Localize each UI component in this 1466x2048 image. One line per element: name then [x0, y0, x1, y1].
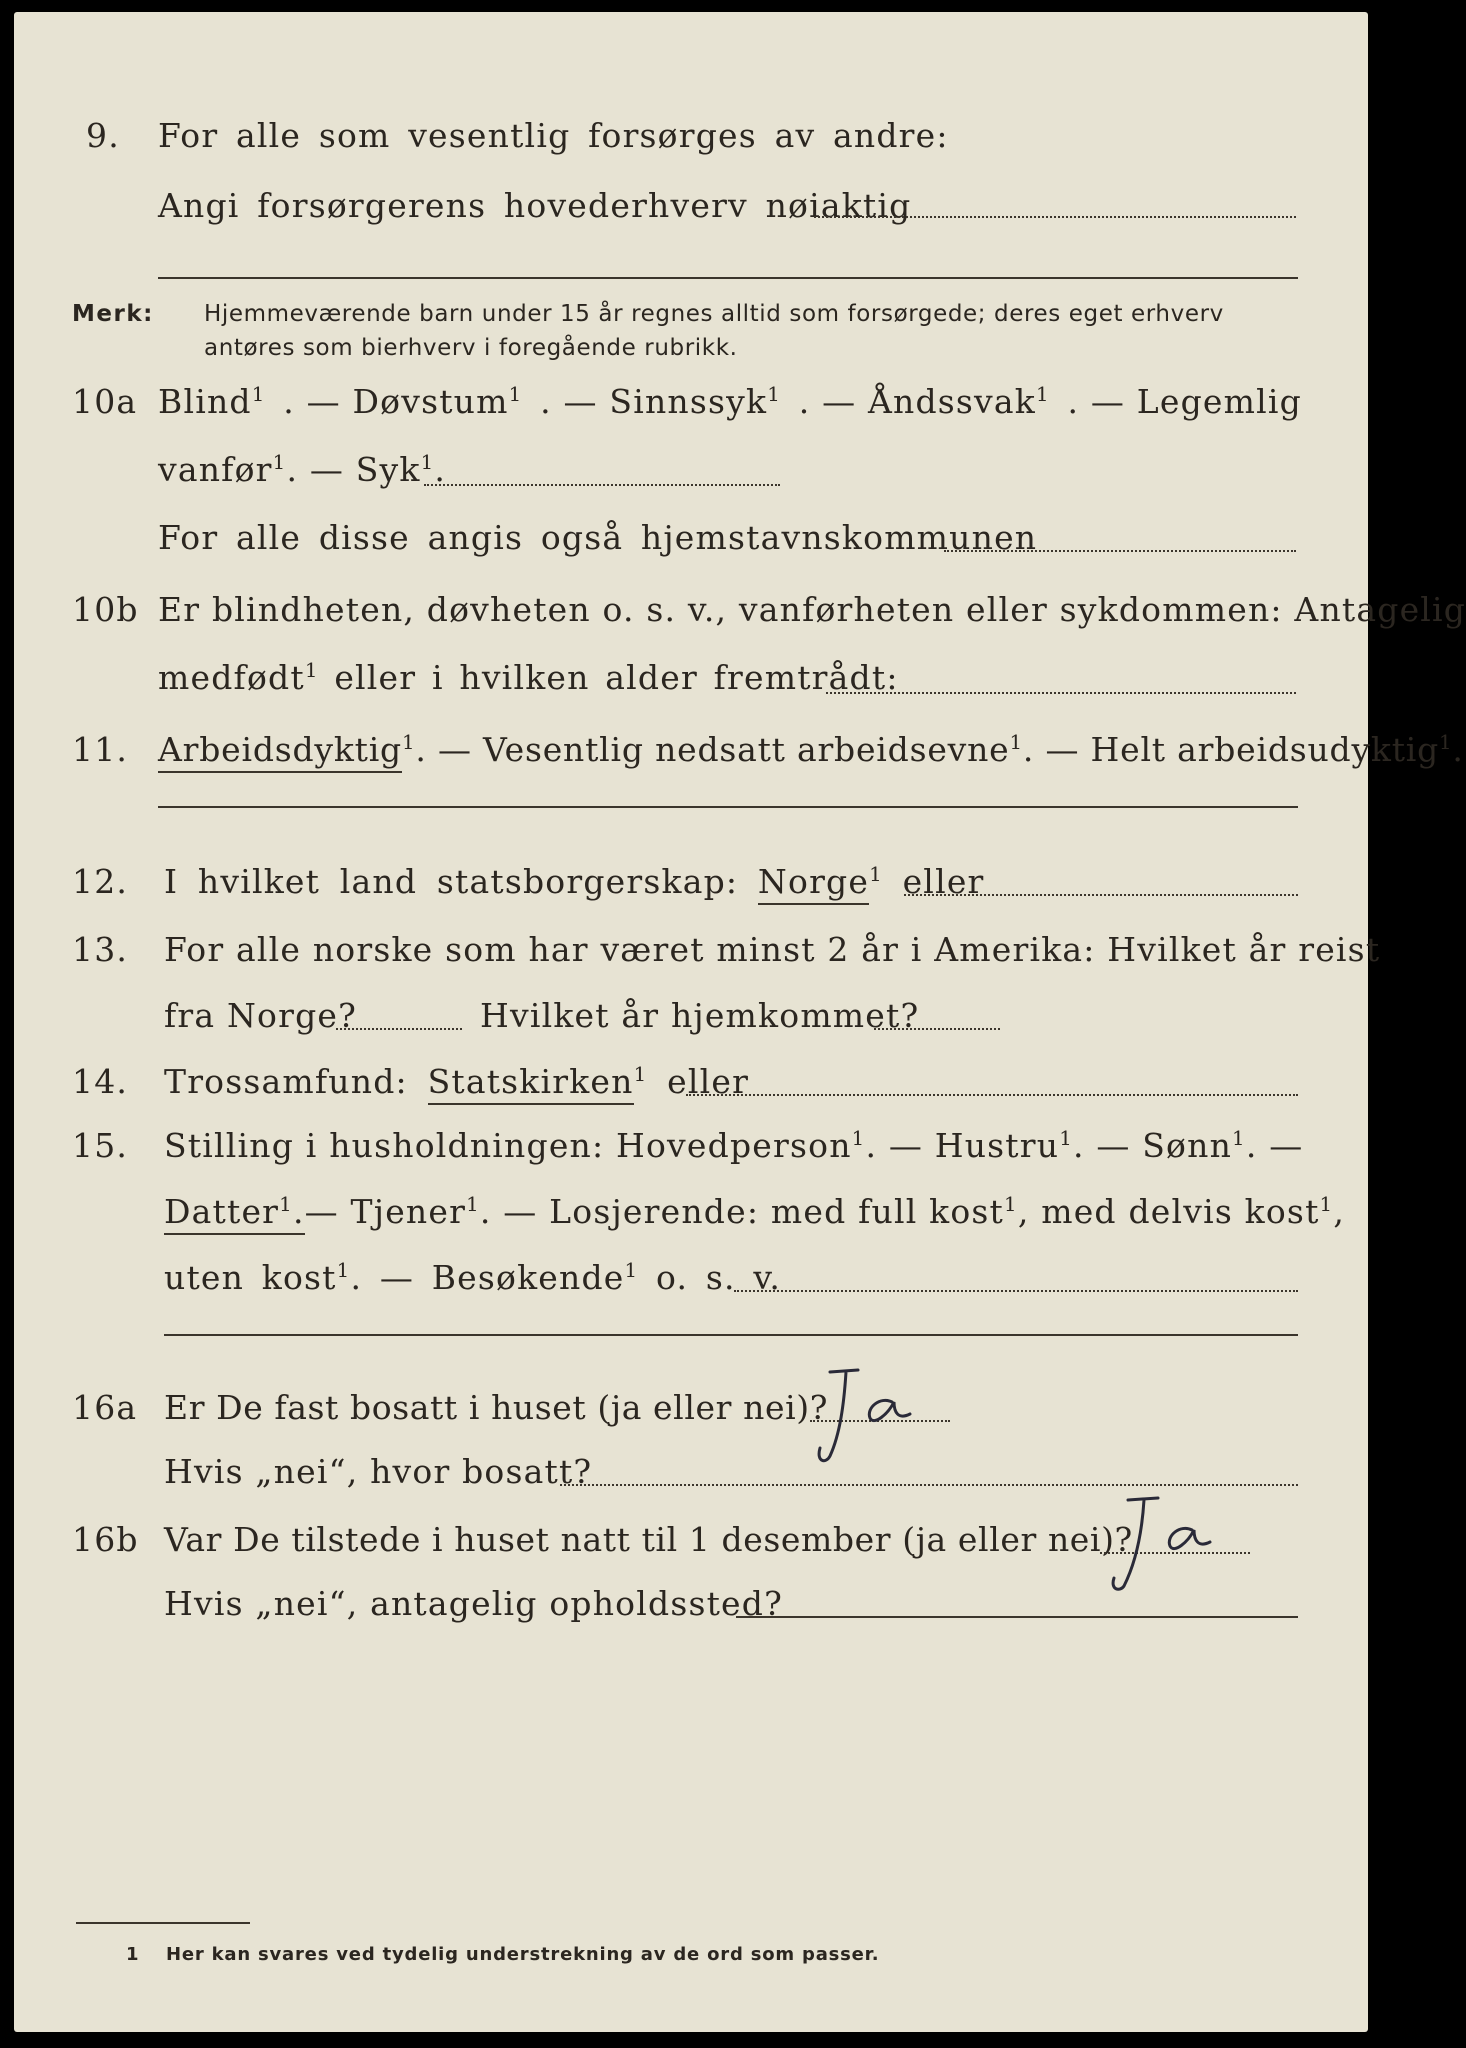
q16b-line1: Var De tilstede i huset natt til 1 desember (ja eller nei)? [164, 1520, 1133, 1559]
q9-number: 9. [86, 116, 120, 155]
q14-answer-line [686, 1094, 1298, 1096]
q9-line1: For alle som vesentlig forsørges av andre: [158, 116, 949, 155]
q11-answer-line [158, 806, 1298, 808]
q16a-line1: Er De fast bosatt i huset (ja eller nei)? [164, 1388, 828, 1427]
merk-line2: antøres som bierhverv i foregående rubrikk. [204, 335, 738, 361]
q13-line2a: fra Norge? [164, 996, 358, 1035]
q13-line1: For alle norske som har været minst 2 år i Amerika: Hvilket år reist [164, 930, 1381, 969]
q15-number: 15. [72, 1126, 129, 1165]
q16b-line2: Hvis „nei“, antagelig opholdssted? [164, 1584, 783, 1623]
q13-number: 13. [72, 930, 129, 969]
q16b-number: 16b [72, 1520, 139, 1559]
opt-dovstum: . — Døvstum$^1$ [283, 382, 523, 421]
q12-selected-norge: Norge [758, 862, 869, 905]
census-form-page [14, 12, 1466, 2032]
q12-number: 12. [72, 862, 129, 901]
q13-hjemkommet-line [874, 1028, 1000, 1030]
q10b-line1: Er blindheten, døvheten o. s. v., vanførheten eller sykdommen: Antagelig [158, 590, 1466, 629]
q11-selected-arbeidsdyktig: Arbeidsdyktig [158, 730, 402, 773]
q15-line1: Stilling i husholdningen: Hovedperson$^1$ . — Hustru$^1$ . — Sønn$^1$ . — [164, 1126, 1304, 1165]
opt-legemlig: . — Legemlig [1067, 382, 1302, 421]
q11-number: 11. [72, 730, 129, 769]
q10a-syk-line [424, 484, 780, 486]
q10b-line2: medfødt$^1$ eller i hvilken alder fremtrådt: [158, 658, 899, 697]
q16a-bosatt-line [560, 1484, 1298, 1486]
q10b-answer-line [826, 692, 1296, 694]
opt-andssvak: . — Åndssvak$^1$ [798, 382, 1050, 421]
q10a-line2: vanfør$^1$. — Syk$^1$. [158, 450, 447, 489]
q16b-opholdssted-line [736, 1616, 1298, 1618]
q10a-line1 [158, 382, 1302, 422]
q10a-number: 10a [72, 382, 138, 421]
q14-selected-statskirken: Statskirken [428, 1062, 634, 1105]
q10b-number: 10b [72, 590, 139, 629]
q16b-handwritten-ja [1092, 1492, 1252, 1602]
q9-answer-line [814, 216, 1296, 218]
q16a-number: 16a [72, 1388, 138, 1427]
q13-line2b: Hvilket år hjemkommet? [480, 996, 920, 1035]
q15-answer-line-2 [164, 1334, 1298, 1336]
q15-line3: uten kost$^1$. — Besøkende$^1$ o. s. v. [164, 1258, 782, 1297]
q11-line: Arbeidsdyktig$^1$. — Vesentlig nedsatt arbeidsevne$^1$. — Helt arbeidsudyktig$^1$. [158, 730, 1464, 770]
q10a-line3: For alle disse angis også hjemstavnskommunen [158, 518, 1038, 557]
q14-number: 14. [72, 1062, 129, 1101]
opt-blind: Blind$^1$ [158, 382, 266, 421]
q16a-handwritten-ja [800, 1364, 950, 1474]
merk-label: Merk: [72, 301, 154, 327]
q15-line2: Datter$^1$. — Tjener$^1$ . — Losjerende: med full kost$^1$ , med delvis kost$^1$, [164, 1192, 1302, 1232]
merk-line1: Hjemmeværende barn under 15 år regnes alltid som forsørgede; deres eget erhverv [204, 301, 1224, 327]
footnote-text: Her kan svares ved tydelig understrekning av de ord som passer. [166, 1944, 880, 1965]
q9-line2: Angi forsørgerens hovederhverv nøiaktig [158, 186, 912, 225]
q12-line: I hvilket land statsborgerskap: Norge$^1$ eller [164, 862, 985, 902]
q16a-line2: Hvis „nei“, hvor bosatt? [164, 1452, 593, 1491]
q15-selected-datter: Datter$^1$. [164, 1192, 305, 1235]
footnote-separator [76, 1922, 250, 1924]
opt-sinnssyk: . — Sinnssyk$^1$ [540, 382, 781, 421]
q10a-hjemstavn-line [944, 550, 1296, 552]
q15-answer-line [734, 1290, 1298, 1292]
q14-line: Trossamfund: Statskirken$^1$ eller [164, 1062, 749, 1102]
q9-answer-line-2 [158, 277, 1298, 279]
q12-answer-line [904, 894, 1298, 896]
footnote-mark: 1 [126, 1944, 140, 1965]
q13-reist-line [336, 1028, 462, 1030]
